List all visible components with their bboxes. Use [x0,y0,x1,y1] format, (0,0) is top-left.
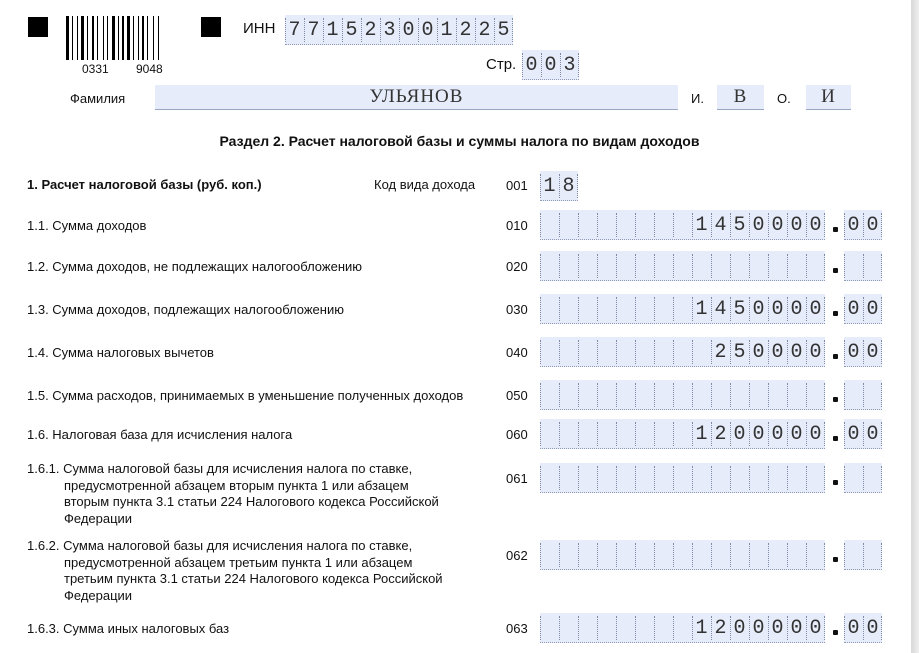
amount-digit-cell[interactable]: 0 [787,294,806,324]
amount-digit-cell[interactable] [578,337,597,367]
inn-digit-cell[interactable]: 7 [288,18,301,42]
amount-digit-cell[interactable] [635,210,654,240]
row-label-line: 1.6.2. Сумма налоговой базы для исчисления налога по ставке, [27,538,413,553]
kopeck-digit-cell[interactable]: 0 [863,210,882,240]
amount-digit-cell[interactable] [654,337,673,367]
kopeck-digit-cell[interactable]: 0 [863,337,882,367]
inn-digit-cell[interactable]: 5 [342,15,361,45]
amount-digit-cell[interactable] [711,540,730,570]
kopeck-digit-cell[interactable] [863,380,882,410]
amount-digit-cell[interactable] [597,613,616,643]
row-label-line: предусмотренной абзацем вторым пункта 1 или абзацем [64,477,409,493]
amount-digit-cell[interactable] [559,540,578,570]
row-label-062 [27,538,443,604]
amount-integer-field-061[interactable] [540,463,825,493]
amount-digit-cell[interactable]: 0 [787,337,806,367]
amount-digit-cell[interactable]: 0 [768,419,787,449]
row-code-040: 040 [506,345,528,360]
amount-digit-cell[interactable]: 5 [730,337,749,367]
amount-digit-cell[interactable]: 0 [768,210,787,240]
amount-digit-cell[interactable] [540,380,559,410]
page-digit-cell[interactable]: 3 [560,50,579,80]
kopeck-digit-cell[interactable] [844,251,863,281]
barcode-bar [107,16,108,60]
barcode-number-right: 9048 [136,62,163,76]
barcode-bar [81,16,84,60]
barcode-bar [97,16,98,60]
amount-digit-cell[interactable]: 0 [806,419,825,449]
surname-label: Фамилия [70,91,126,106]
row-code-030: 030 [506,302,528,317]
amount-digit-cell[interactable] [692,337,711,367]
row-label-063: 1.6.3. Сумма иных налоговых баз [27,621,230,636]
amount-digit-cell[interactable] [540,540,559,570]
amount-integer-field-063[interactable] [540,613,825,643]
inn-digit-cell[interactable]: 7 [304,15,323,45]
barcode-graphic [66,16,184,62]
income-code-digit-cell[interactable]: 8 [559,171,578,201]
decimal-separator [833,436,838,441]
kopeck-digit-cell[interactable] [863,251,882,281]
group-title: 1. Расчет налоговой базы (руб. коп.) [27,177,262,192]
income-code-label: Код вида дохода [374,177,476,192]
amount-digit-cell[interactable]: 0 [749,419,768,449]
amount-digit-cell[interactable]: 0 [768,337,787,367]
amount-digit-cell[interactable] [768,540,787,570]
barcode-bar [92,16,94,60]
barcode-number-left: 0331 [82,62,109,76]
amount-digit-cell[interactable] [559,337,578,367]
amount-digit-cell[interactable] [673,294,692,324]
amount-digit-cell[interactable] [616,380,635,410]
amount-digit-cell[interactable] [616,337,635,367]
row-label-line: Федерации [64,587,133,603]
barcode-bar [72,16,73,60]
amount-digit-cell[interactable] [559,251,578,281]
amount-digit-cell[interactable] [597,251,616,281]
amount-digit-cell[interactable] [787,540,806,570]
amount-digit-cell[interactable] [597,540,616,570]
amount-digit-cell[interactable] [787,251,806,281]
amount-digit-cell[interactable]: 4 [711,294,730,324]
amount-digit-cell[interactable] [578,251,597,281]
amount-digit-cell[interactable] [673,337,692,367]
amount-digit-cell[interactable] [635,251,654,281]
row-label-010: 1.1. Сумма доходов [27,218,147,233]
barcode-bar [153,16,154,60]
amount-digit-cell[interactable] [768,463,787,493]
amount-digit-cell[interactable] [578,294,597,324]
amount-digit-cell[interactable]: 1 [692,294,711,324]
barcode-bar [138,16,139,60]
amount-digit-cell[interactable] [559,419,578,449]
row-label-line: вторым пункта 3.1 статьи 224 Налогового кодекса Российской [64,494,439,509]
amount-digit-cell[interactable] [711,251,730,281]
amount-digit-cell[interactable] [654,613,673,643]
kopeck-digit-cell[interactable] [844,380,863,410]
kopeck-digit-cell[interactable]: 0 [847,616,860,640]
inn-digit-cell[interactable]: 0 [418,15,437,45]
page-digit-cell[interactable]: 0 [525,53,538,77]
amount-digit-cell[interactable] [635,419,654,449]
amount-kopecks-field-030[interactable] [844,294,882,324]
amount-digit-cell[interactable] [654,540,673,570]
surname-field[interactable]: УЛЬЯНОВ [155,85,678,110]
amount-digit-cell[interactable] [768,251,787,281]
amount-digit-cell[interactable]: 4 [711,210,730,240]
amount-digit-cell[interactable] [654,294,673,324]
amount-kopecks-field-020[interactable] [844,251,882,281]
amount-digit-cell[interactable]: 0 [806,337,825,367]
kopeck-digit-cell[interactable] [844,540,863,570]
amount-digit-cell[interactable] [578,210,597,240]
amount-digit-cell[interactable] [616,613,635,643]
amount-digit-cell[interactable] [654,419,673,449]
amount-digit-cell[interactable]: 0 [749,337,768,367]
amount-digit-cell[interactable] [673,613,692,643]
amount-digit-cell[interactable] [559,613,578,643]
inn-digit-cell[interactable]: 5 [494,15,513,45]
decimal-separator [833,311,838,316]
amount-digit-cell[interactable] [616,463,635,493]
barcode-bar [142,16,144,60]
amount-digit-cell[interactable] [540,251,559,281]
row-label-line: Федерации [64,510,133,526]
amount-digit-cell[interactable] [578,419,597,449]
amount-digit-cell[interactable]: 0 [806,210,825,240]
inn-digit-cell[interactable]: 1 [323,15,342,45]
amount-digit-cell[interactable] [635,613,654,643]
amount-digit-cell[interactable] [616,210,635,240]
amount-digit-cell[interactable] [692,251,711,281]
amount-kopecks-field-060[interactable] [844,419,882,449]
barcode-bar [122,16,124,60]
income-code-line: 001 [506,178,528,193]
decimal-separator [833,480,838,485]
amount-digit-cell[interactable] [654,463,673,493]
amount-integer-field-040[interactable] [540,337,825,367]
kopeck-digit-cell[interactable]: 0 [863,419,882,449]
amount-digit-cell[interactable]: 0 [787,210,806,240]
amount-digit-cell[interactable]: 0 [806,294,825,324]
amount-digit-cell[interactable] [730,540,749,570]
amount-digit-cell[interactable] [673,463,692,493]
amount-digit-cell[interactable]: 0 [787,613,806,643]
amount-digit-cell[interactable] [749,251,768,281]
amount-digit-cell[interactable]: 2 [711,419,730,449]
row-code-050: 050 [506,388,528,403]
amount-digit-cell[interactable]: 2 [711,613,730,643]
barcode-bar [66,16,69,60]
row-code-020: 020 [506,259,528,274]
kopeck-digit-cell[interactable] [863,540,882,570]
amount-digit-cell[interactable] [559,210,578,240]
amount-digit-cell[interactable] [559,294,578,324]
page-label: Стр. [486,56,517,73]
amount-integer-field-010[interactable] [540,210,825,240]
amount-digit-cell[interactable] [616,540,635,570]
barcode-bar [147,16,148,60]
section-title: Раздел 2. Расчет налоговой базы и суммы налога по видам доходов [219,133,700,149]
amount-digit-cell[interactable] [540,210,559,240]
inn-label: ИНН [243,20,276,37]
amount-digit-cell[interactable] [787,463,806,493]
amount-digit-cell[interactable] [616,251,635,281]
amount-digit-cell[interactable] [673,251,692,281]
initial-name-field[interactable]: В [717,85,764,110]
amount-digit-cell[interactable] [540,613,559,643]
amount-digit-cell[interactable] [673,380,692,410]
amount-digit-cell[interactable] [616,419,635,449]
amount-digit-cell[interactable] [540,463,559,493]
amount-digit-cell[interactable] [597,294,616,324]
amount-digit-cell[interactable] [654,210,673,240]
amount-kopecks-field-050[interactable] [844,380,882,410]
kopeck-digit-cell[interactable]: 0 [847,422,860,446]
amount-digit-cell[interactable] [787,380,806,410]
row-label-061 [27,461,439,527]
amount-digit-cell[interactable] [635,463,654,493]
amount-digit-cell[interactable]: 0 [806,613,825,643]
amount-digit-cell[interactable] [597,337,616,367]
amount-kopecks-field-063[interactable] [844,613,882,643]
inn-digit-cell[interactable]: 3 [380,15,399,45]
amount-digit-cell[interactable]: 5 [730,210,749,240]
row-code-062: 062 [506,548,528,563]
row-label-040: 1.4. Сумма налоговых вычетов [27,345,214,360]
decimal-separator [833,268,838,273]
amount-integer-field-060[interactable] [540,419,825,449]
amount-digit-cell[interactable] [730,251,749,281]
amount-integer-field-050[interactable] [540,380,825,410]
amount-digit-cell[interactable] [540,419,559,449]
kopeck-digit-cell[interactable]: 0 [847,213,860,237]
amount-digit-cell[interactable] [692,540,711,570]
amount-digit-cell[interactable] [540,294,559,324]
amount-digit-cell[interactable] [635,294,654,324]
amount-digit-cell[interactable] [749,463,768,493]
amount-digit-cell[interactable] [711,463,730,493]
amount-digit-cell[interactable] [578,613,597,643]
amount-digit-cell[interactable] [540,337,559,367]
amount-digit-cell[interactable] [749,380,768,410]
registration-marker-right [201,17,221,37]
row-label-line: предусмотренной абзацем третьим пункта 1 или абзацем [64,554,413,570]
barcode-bar [77,16,78,60]
amount-digit-cell[interactable] [768,380,787,410]
inn-digit-cell[interactable]: 2 [456,15,475,45]
row-code-010: 010 [506,218,528,233]
row-code-060: 060 [506,427,528,442]
barcode-bar [133,16,134,60]
amount-digit-cell[interactable] [673,210,692,240]
initial-patronymic-field[interactable]: И [806,85,851,110]
kopeck-digit-cell[interactable] [863,463,882,493]
decimal-separator [833,557,838,562]
income-code-digit-cell[interactable]: 1 [543,174,556,198]
amount-digit-cell[interactable] [635,540,654,570]
amount-integer-field-062[interactable] [540,540,825,570]
row-label-line: 1.6.1. Сумма налоговой базы для исчисления налога по ставке, [27,461,413,476]
amount-kopecks-field-061[interactable] [844,463,882,493]
amount-integer-field-020[interactable] [540,251,825,281]
amount-kopecks-field-040[interactable] [844,337,882,367]
row-code-061: 061 [506,471,528,486]
amount-digit-cell[interactable] [597,380,616,410]
page-number-field[interactable] [522,50,579,80]
kopeck-digit-cell[interactable] [844,463,863,493]
amount-digit-cell[interactable] [673,540,692,570]
amount-digit-cell[interactable] [578,380,597,410]
amount-digit-cell[interactable] [635,380,654,410]
amount-digit-cell[interactable]: 0 [749,613,768,643]
amount-digit-cell[interactable] [597,210,616,240]
amount-digit-cell[interactable]: 0 [749,294,768,324]
row-label-050: 1.5. Сумма расходов, принимаемых в уменьшение полученных доходов [27,388,464,403]
amount-digit-cell[interactable] [578,540,597,570]
amount-digit-cell[interactable] [635,337,654,367]
amount-digit-cell[interactable]: 0 [768,294,787,324]
inn-digit-cell[interactable]: 2 [475,15,494,45]
row-label-020: 1.2. Сумма доходов, не подлежащих налогообложению [27,259,363,274]
kopeck-digit-cell[interactable]: 0 [847,340,860,364]
barcode-bar [112,16,115,60]
inn-digit-cell[interactable]: 2 [361,15,380,45]
amount-digit-cell[interactable] [654,251,673,281]
amount-digit-cell[interactable] [597,419,616,449]
amount-digit-cell[interactable] [806,540,825,570]
amount-digit-cell[interactable] [806,380,825,410]
amount-digit-cell[interactable]: 0 [730,419,749,449]
amount-digit-cell[interactable]: 1 [692,613,711,643]
amount-digit-cell[interactable] [559,380,578,410]
initial-patronymic-label: О. [777,91,791,106]
amount-digit-cell[interactable] [597,463,616,493]
barcode-bar [158,16,159,60]
amount-digit-cell[interactable] [730,380,749,410]
amount-integer-field-030[interactable] [540,294,825,324]
amount-digit-cell[interactable] [711,380,730,410]
income-code-field[interactable] [540,171,578,201]
barcode-bar [118,16,119,60]
amount-digit-cell[interactable] [654,380,673,410]
decimal-separator [833,354,838,359]
kopeck-digit-cell[interactable]: 0 [863,294,882,324]
kopeck-digit-cell[interactable]: 0 [863,613,882,643]
amount-digit-cell[interactable]: 0 [768,613,787,643]
decimal-separator [833,397,838,402]
amount-digit-cell[interactable] [559,463,578,493]
amount-digit-cell[interactable] [616,294,635,324]
amount-digit-cell[interactable]: 1 [692,210,711,240]
barcode-bar [127,16,130,60]
inn-field[interactable] [285,15,513,45]
kopeck-digit-cell[interactable]: 0 [847,297,860,321]
row-label-030: 1.3. Сумма доходов, подлежащих налогообложению [27,302,344,317]
amount-digit-cell[interactable] [673,419,692,449]
row-label-line: третьим пункта 3.1 статьи 224 Налогового кодекса Российской [64,571,443,586]
registration-marker-left [28,17,48,37]
amount-digit-cell[interactable]: 2 [711,337,730,367]
amount-digit-cell[interactable] [730,463,749,493]
amount-digit-cell[interactable]: 0 [730,613,749,643]
page-digit-cell[interactable]: 0 [541,50,560,80]
amount-digit-cell[interactable] [806,251,825,281]
amount-digit-cell[interactable]: 1 [692,419,711,449]
window-edge [911,0,919,653]
amount-digit-cell[interactable]: 0 [787,419,806,449]
initial-name-label: И. [691,91,704,106]
amount-kopecks-field-010[interactable] [844,210,882,240]
barcode-bar [103,16,104,60]
barcode-bar [87,16,88,60]
decimal-separator [833,227,838,232]
amount-kopecks-field-062[interactable] [844,540,882,570]
amount-digit-cell[interactable] [578,463,597,493]
inn-digit-cell[interactable]: 1 [437,15,456,45]
decimal-separator [833,630,838,635]
amount-digit-cell[interactable]: 5 [730,294,749,324]
inn-digit-cell[interactable]: 0 [399,15,418,45]
amount-digit-cell[interactable]: 0 [749,210,768,240]
amount-digit-cell[interactable] [749,540,768,570]
row-code-063: 063 [506,621,528,636]
amount-digit-cell[interactable] [692,463,711,493]
amount-digit-cell[interactable] [692,380,711,410]
row-label-060: 1.6. Налоговая база для исчисления налога [27,427,293,442]
amount-digit-cell[interactable] [806,463,825,493]
